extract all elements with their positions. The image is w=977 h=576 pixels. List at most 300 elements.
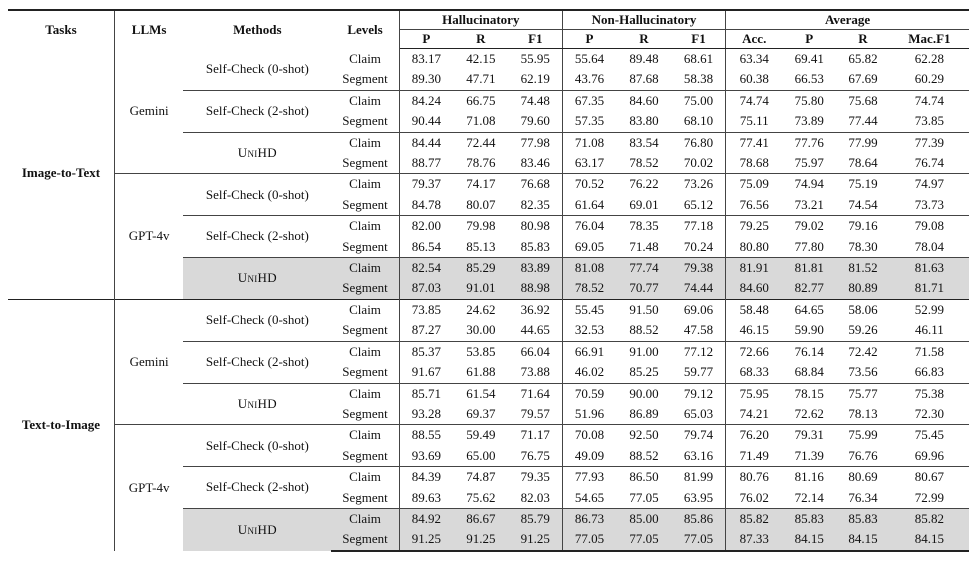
cell-h-r: 85.29 <box>453 258 509 279</box>
level-label: Segment <box>331 278 399 299</box>
cell-nh-f1: 65.12 <box>672 195 726 216</box>
llm-name: Gemini <box>114 299 183 424</box>
cell-avg-p: 81.81 <box>782 258 836 279</box>
llm-name: GPT-4v <box>114 174 183 299</box>
cell-avg-acc: 74.21 <box>739 405 769 421</box>
cell-nh-f1: 70.24 <box>672 237 726 258</box>
cell-nh-f1: 47.58 <box>672 320 726 341</box>
cell-avg-acc: 79.25 <box>726 216 783 237</box>
method-name: UniHD <box>183 508 331 550</box>
cell-avg-macf1: 72.99 <box>914 489 945 505</box>
level-label: Segment <box>331 111 399 132</box>
cell-avg-p: 85.83 <box>782 508 836 529</box>
method-name: Self-Check (2-shot) <box>183 341 331 383</box>
cell-avg-p: 81.16 <box>782 467 836 488</box>
cell-avg-acc: 76.56 <box>739 196 769 212</box>
cell-h-r: 74.87 <box>453 467 509 488</box>
level-label: Segment <box>331 69 399 90</box>
method-name: Self-Check (0-shot) <box>183 174 331 216</box>
cell-avg-p: 77.76 <box>782 132 836 153</box>
header-group-non-hallucinatory: Non-Hallucinatory <box>562 10 725 30</box>
cell-avg-macf1: 81.71 <box>890 278 969 299</box>
cell-avg-acc: 74.74 <box>726 90 783 111</box>
cell-nh-p: 81.08 <box>562 258 616 279</box>
cell-avg-p: 73.89 <box>794 113 824 129</box>
cell-h-p: 93.28 <box>411 405 441 421</box>
cell-h-f1: 74.48 <box>509 90 563 111</box>
cell-nh-f1: 59.77 <box>672 362 726 383</box>
cell-h-f1: 82.03 <box>509 488 563 509</box>
level-label: Claim <box>331 216 399 237</box>
cell-nh-r: 91.00 <box>616 341 672 362</box>
header-row-1 <box>8 10 969 30</box>
cell-nh-f1: 68.10 <box>672 111 726 132</box>
results-body <box>8 49 969 551</box>
cell-avg-macf1: 84.15 <box>890 529 969 550</box>
method-name: UniHD <box>183 383 331 425</box>
cell-nh-f1: 65.03 <box>672 404 726 425</box>
cell-avg-r: 75.99 <box>836 425 890 446</box>
header-group-hallucinatory: Hallucinatory <box>399 10 562 30</box>
cell-h-p: 87.27 <box>411 322 441 338</box>
cell-avg-macf1: 62.28 <box>914 51 945 66</box>
cell-avg-macf1: 52.99 <box>890 299 969 320</box>
cell-nh-f1: 77.12 <box>672 341 726 362</box>
cell-avg-p: 68.84 <box>794 364 824 380</box>
cell-avg-acc: 87.33 <box>726 529 783 550</box>
cell-nh-p: 32.53 <box>574 322 605 338</box>
task-name: Image-to-Text <box>8 49 114 300</box>
cell-nh-p: 76.04 <box>562 216 616 237</box>
level-label: Segment <box>331 404 399 425</box>
cell-h-f1: 71.17 <box>509 425 563 446</box>
cell-h-f1: 82.35 <box>509 195 563 216</box>
header-tasks: Tasks <box>8 10 114 49</box>
cell-nh-r: 78.52 <box>629 155 659 171</box>
level-label: Segment <box>331 237 399 258</box>
level-label: Claim <box>331 508 399 529</box>
header-h-p: P <box>399 30 453 49</box>
cell-avg-macf1: 80.67 <box>890 467 969 488</box>
cell-avg-acc: 75.95 <box>726 383 783 404</box>
cell-h-p: 84.44 <box>399 132 453 153</box>
cell-nh-p: 57.35 <box>574 113 605 129</box>
cell-h-p: 89.63 <box>411 489 441 505</box>
header-group-average: Average <box>726 10 969 30</box>
cell-avg-r: 74.54 <box>848 196 878 212</box>
cell-avg-acc: 84.60 <box>726 278 783 299</box>
cell-nh-r: 91.50 <box>616 299 672 320</box>
cell-avg-macf1: 79.08 <box>890 216 969 237</box>
cell-avg-r: 78.13 <box>848 405 878 421</box>
cell-avg-r: 79.16 <box>836 216 890 237</box>
header-h-f1: F1 <box>509 30 563 49</box>
cell-h-f1: 36.92 <box>509 299 563 320</box>
cell-avg-p: 84.15 <box>782 529 836 550</box>
cell-h-p: 88.77 <box>411 155 441 171</box>
cell-avg-acc: 80.76 <box>726 467 783 488</box>
cell-avg-r: 81.52 <box>836 258 890 279</box>
cell-avg-macf1: 69.96 <box>914 447 945 463</box>
level-label: Claim <box>331 49 399 70</box>
cell-h-r: 61.88 <box>466 364 496 380</box>
cell-avg-p: 64.65 <box>782 299 836 320</box>
cell-h-f1: 76.68 <box>509 174 563 195</box>
cell-avg-p: 75.97 <box>794 155 824 171</box>
cell-h-f1: 88.98 <box>509 278 563 299</box>
cell-h-f1: 79.35 <box>509 467 563 488</box>
cell-h-p: 84.24 <box>399 90 453 111</box>
cell-avg-p: 79.31 <box>782 425 836 446</box>
cell-avg-acc: 58.48 <box>726 299 783 320</box>
cell-h-r: 72.44 <box>453 132 509 153</box>
cell-nh-r: 88.52 <box>629 322 659 338</box>
cell-avg-acc: 77.41 <box>726 132 783 153</box>
cell-avg-r: 77.44 <box>848 113 878 129</box>
header-nh-p: P <box>562 30 616 49</box>
cell-nh-f1: 74.44 <box>672 278 726 299</box>
cell-nh-p: 51.96 <box>574 405 605 421</box>
cell-nh-r: 86.89 <box>629 405 659 421</box>
cell-avg-acc: 60.38 <box>739 71 769 87</box>
cell-h-r: 86.67 <box>453 508 509 529</box>
cell-h-r: 53.85 <box>453 341 509 362</box>
level-label: Claim <box>331 467 399 488</box>
level-label: Segment <box>331 488 399 509</box>
cell-avg-r: 85.83 <box>836 508 890 529</box>
cell-h-f1: 85.83 <box>509 237 563 258</box>
cell-nh-f1: 58.38 <box>672 69 726 90</box>
cell-avg-r: 77.99 <box>836 132 890 153</box>
cell-nh-r: 92.50 <box>616 425 672 446</box>
cell-avg-r: 75.77 <box>836 383 890 404</box>
cell-h-p: 88.55 <box>399 425 453 446</box>
cell-avg-r: 58.06 <box>836 299 890 320</box>
cell-avg-p: 78.15 <box>782 383 836 404</box>
table-row <box>8 174 969 195</box>
cell-avg-p: 75.80 <box>782 90 836 111</box>
level-label: Claim <box>331 90 399 111</box>
table-row <box>8 49 969 70</box>
llm-name: GPT-4v <box>114 425 183 551</box>
cell-h-r: 80.07 <box>466 196 496 212</box>
cell-avg-macf1: 74.97 <box>890 174 969 195</box>
results-table <box>8 9 969 552</box>
cell-nh-p: 77.93 <box>562 467 616 488</box>
cell-nh-p: 70.08 <box>562 425 616 446</box>
cell-avg-p: 72.62 <box>794 405 824 421</box>
cell-nh-f1: 70.02 <box>672 153 726 174</box>
cell-avg-p: 69.41 <box>794 51 824 66</box>
header-avg-macf1: Mac.F1 <box>890 30 969 49</box>
cell-nh-p: 71.08 <box>562 132 616 153</box>
level-label: Claim <box>331 383 399 404</box>
header-nh-r: R <box>616 30 672 49</box>
level-label: Claim <box>331 174 399 195</box>
cell-nh-p: 49.09 <box>574 447 605 463</box>
cell-avg-acc: 72.66 <box>726 341 783 362</box>
cell-avg-acc: 75.09 <box>726 174 783 195</box>
cell-avg-acc: 76.02 <box>739 489 769 505</box>
cell-h-p: 82.00 <box>399 216 453 237</box>
cell-nh-p: 67.35 <box>562 90 616 111</box>
cell-nh-r: 90.00 <box>616 383 672 404</box>
cell-nh-r: 83.54 <box>616 132 672 153</box>
level-label: Segment <box>331 362 399 383</box>
cell-avg-acc: 71.49 <box>739 447 769 463</box>
cell-h-f1: 71.64 <box>509 383 563 404</box>
cell-h-f1: 66.04 <box>509 341 563 362</box>
cell-h-f1: 79.57 <box>509 404 563 425</box>
cell-nh-f1: 79.74 <box>672 425 726 446</box>
cell-h-p: 85.37 <box>399 341 453 362</box>
header-avg-p: P <box>782 30 836 49</box>
cell-avg-r: 73.56 <box>848 364 878 380</box>
cell-nh-f1: 68.61 <box>672 49 726 70</box>
cell-nh-r: 88.52 <box>629 447 659 463</box>
cell-avg-r: 75.68 <box>836 90 890 111</box>
cell-nh-p: 86.73 <box>562 508 616 529</box>
cell-avg-r: 59.26 <box>848 322 878 338</box>
cell-nh-p: 70.59 <box>562 383 616 404</box>
cell-h-p: 83.17 <box>411 51 441 66</box>
level-label: Claim <box>331 299 399 320</box>
cell-nh-p: 55.64 <box>574 51 605 66</box>
cell-nh-r: 89.48 <box>629 51 659 66</box>
cell-h-f1: 85.79 <box>509 508 563 529</box>
cell-avg-macf1: 77.39 <box>890 132 969 153</box>
header-avg-r: R <box>836 30 890 49</box>
cell-avg-p: 66.53 <box>794 71 824 87</box>
cell-nh-r: 70.77 <box>616 278 672 299</box>
cell-nh-p: 78.52 <box>562 278 616 299</box>
cell-nh-r: 86.50 <box>616 467 672 488</box>
cell-nh-p: 77.05 <box>562 529 616 550</box>
cell-h-r: 66.75 <box>453 90 509 111</box>
level-label: Segment <box>331 529 399 550</box>
cell-nh-r: 83.80 <box>629 113 659 129</box>
cell-nh-f1: 85.86 <box>672 508 726 529</box>
method-name: Self-Check (2-shot) <box>183 467 331 509</box>
cell-h-r: 78.76 <box>466 155 496 171</box>
cell-h-p: 91.25 <box>399 529 453 550</box>
cell-nh-p: 43.76 <box>574 71 605 87</box>
level-label: Segment <box>331 446 399 467</box>
method-name: Self-Check (2-shot) <box>183 90 331 132</box>
cell-nh-f1: 63.16 <box>672 446 726 467</box>
cell-avg-macf1: 75.38 <box>890 383 969 404</box>
cell-nh-r: 76.22 <box>616 174 672 195</box>
cell-h-p: 90.44 <box>411 113 441 129</box>
cell-h-f1: 44.65 <box>509 320 563 341</box>
cell-avg-acc: 78.68 <box>739 155 769 171</box>
cell-nh-p: 70.52 <box>562 174 616 195</box>
cell-avg-r: 67.69 <box>848 71 878 87</box>
task-name: Text-to-Image <box>8 299 114 550</box>
cell-nh-r: 84.60 <box>616 90 672 111</box>
cell-nh-p: 66.91 <box>562 341 616 362</box>
level-label: Claim <box>331 132 399 153</box>
cell-avg-macf1: 81.63 <box>890 258 969 279</box>
cell-h-r: 71.08 <box>466 113 496 129</box>
level-label: Segment <box>331 195 399 216</box>
cell-avg-acc: 46.15 <box>739 322 769 338</box>
cell-avg-r: 76.76 <box>848 447 878 463</box>
cell-avg-macf1: 73.85 <box>914 113 945 129</box>
method-name: Self-Check (0-shot) <box>205 60 309 76</box>
level-label: Claim <box>331 425 399 446</box>
llm-name: Gemini <box>129 102 169 118</box>
cell-nh-p: 46.02 <box>574 364 605 380</box>
cell-nh-f1: 77.18 <box>672 216 726 237</box>
cell-h-f1: 62.19 <box>509 69 563 90</box>
cell-h-r: 59.49 <box>453 425 509 446</box>
cell-avg-acc: 81.91 <box>726 258 783 279</box>
cell-h-p: 85.71 <box>399 383 453 404</box>
cell-nh-f1: 79.12 <box>672 383 726 404</box>
cell-h-p: 82.54 <box>399 258 453 279</box>
cell-h-r: 42.15 <box>466 51 496 66</box>
cell-avg-acc: 63.34 <box>739 51 769 66</box>
cell-nh-r: 85.25 <box>629 364 659 380</box>
table-row <box>8 299 969 320</box>
cell-h-r: 85.13 <box>466 238 496 254</box>
cell-avg-acc: 76.20 <box>726 425 783 446</box>
cell-avg-r: 80.89 <box>836 278 890 299</box>
cell-avg-macf1: 60.29 <box>914 71 945 87</box>
cell-h-f1: 79.60 <box>509 111 563 132</box>
header-llms: LLMs <box>114 10 183 49</box>
cell-nh-f1: 69.06 <box>672 299 726 320</box>
cell-h-p: 73.85 <box>399 299 453 320</box>
cell-avg-macf1: 72.30 <box>914 405 945 421</box>
method-name: UniHD <box>183 132 331 174</box>
cell-h-r: 75.62 <box>466 489 496 505</box>
cell-avg-macf1: 76.74 <box>914 155 945 171</box>
cell-nh-r: 69.01 <box>629 196 659 212</box>
cell-nh-r: 71.48 <box>629 238 659 254</box>
header-h-r: R <box>453 30 509 49</box>
cell-h-p: 84.92 <box>399 508 453 529</box>
cell-h-f1: 76.75 <box>509 446 563 467</box>
cell-avg-r: 80.69 <box>836 467 890 488</box>
cell-h-r: 30.00 <box>466 322 496 338</box>
cell-avg-r: 72.42 <box>836 341 890 362</box>
cell-h-f1: 73.88 <box>509 362 563 383</box>
level-label: Claim <box>331 258 399 279</box>
cell-avg-r: 84.15 <box>836 529 890 550</box>
cell-nh-f1: 77.05 <box>672 529 726 550</box>
header-nh-f1: F1 <box>672 30 726 49</box>
cell-nh-p: 69.05 <box>574 238 605 254</box>
cell-h-p: 87.03 <box>399 278 453 299</box>
cell-nh-r: 77.05 <box>616 529 672 550</box>
cell-h-f1: 83.89 <box>509 258 563 279</box>
cell-avg-macf1: 75.45 <box>890 425 969 446</box>
cell-h-p: 84.39 <box>399 467 453 488</box>
cell-nh-r: 87.68 <box>629 71 659 87</box>
cell-h-f1: 77.98 <box>509 132 563 153</box>
cell-h-p: 86.54 <box>411 238 441 254</box>
cell-h-r: 65.00 <box>466 447 496 463</box>
level-label: Segment <box>331 153 399 174</box>
cell-h-r: 91.01 <box>453 278 509 299</box>
method-name: Self-Check (0-shot) <box>183 299 331 341</box>
cell-avg-macf1: 73.73 <box>914 196 945 212</box>
cell-avg-r: 76.34 <box>848 489 878 505</box>
cell-nh-p: 61.64 <box>574 196 605 212</box>
cell-avg-r: 78.64 <box>848 155 878 171</box>
cell-nh-p: 63.17 <box>574 155 605 171</box>
header-levels: Levels <box>331 10 399 49</box>
cell-avg-p: 76.14 <box>782 341 836 362</box>
cell-h-r: 74.17 <box>453 174 509 195</box>
cell-avg-r: 78.30 <box>848 238 878 254</box>
level-label: Segment <box>331 320 399 341</box>
cell-avg-r: 65.82 <box>848 51 878 66</box>
cell-avg-acc: 68.33 <box>739 364 769 380</box>
cell-nh-r: 78.35 <box>616 216 672 237</box>
cell-avg-macf1: 74.74 <box>890 90 969 111</box>
method-name: Self-Check (0-shot) <box>183 425 331 467</box>
cell-avg-r: 75.19 <box>836 174 890 195</box>
cell-h-p: 93.69 <box>411 447 441 463</box>
cell-nh-f1: 76.80 <box>672 132 726 153</box>
cell-avg-p: 74.94 <box>782 174 836 195</box>
cell-avg-acc: 75.11 <box>739 113 769 129</box>
method-name: UniHD <box>183 258 331 300</box>
cell-avg-p: 71.39 <box>794 447 824 463</box>
cell-h-r: 91.25 <box>453 529 509 550</box>
cell-avg-acc: 85.82 <box>726 508 783 529</box>
cell-h-r: 47.71 <box>466 71 496 87</box>
level-label: Claim <box>331 341 399 362</box>
cell-nh-r: 85.00 <box>616 508 672 529</box>
cell-avg-acc: 80.80 <box>739 238 769 254</box>
cell-h-p: 89.30 <box>411 71 441 87</box>
cell-avg-p: 77.80 <box>794 238 824 254</box>
cell-h-r: 79.98 <box>453 216 509 237</box>
cell-h-f1: 55.95 <box>509 49 563 70</box>
cell-nh-f1: 73.26 <box>672 174 726 195</box>
header-methods: Methods <box>183 10 331 49</box>
cell-nh-f1: 79.38 <box>672 258 726 279</box>
cell-nh-f1: 75.00 <box>672 90 726 111</box>
cell-avg-p: 79.02 <box>782 216 836 237</box>
cell-avg-macf1: 71.58 <box>890 341 969 362</box>
cell-avg-p: 72.14 <box>794 489 824 505</box>
cell-h-f1: 80.98 <box>509 216 563 237</box>
table-row <box>8 425 969 446</box>
cell-nh-p: 55.45 <box>562 299 616 320</box>
cell-h-f1: 91.25 <box>509 529 563 550</box>
cell-nh-r: 77.74 <box>616 258 672 279</box>
header-avg-acc: Acc. <box>726 30 783 49</box>
cell-avg-macf1: 46.11 <box>915 322 944 338</box>
cell-h-r: 61.54 <box>453 383 509 404</box>
cell-h-r: 69.37 <box>466 405 496 421</box>
cell-avg-macf1: 78.04 <box>914 238 945 254</box>
cell-nh-f1: 63.95 <box>672 488 726 509</box>
cell-h-p: 91.67 <box>411 364 441 380</box>
cell-h-f1: 83.46 <box>509 153 563 174</box>
cell-avg-p: 73.21 <box>794 196 824 212</box>
cell-h-p: 79.37 <box>399 174 453 195</box>
cell-nh-r: 77.05 <box>629 489 659 505</box>
cell-avg-macf1: 66.83 <box>914 364 945 380</box>
cell-avg-p: 59.90 <box>794 322 824 338</box>
cell-h-p: 84.78 <box>411 196 441 212</box>
